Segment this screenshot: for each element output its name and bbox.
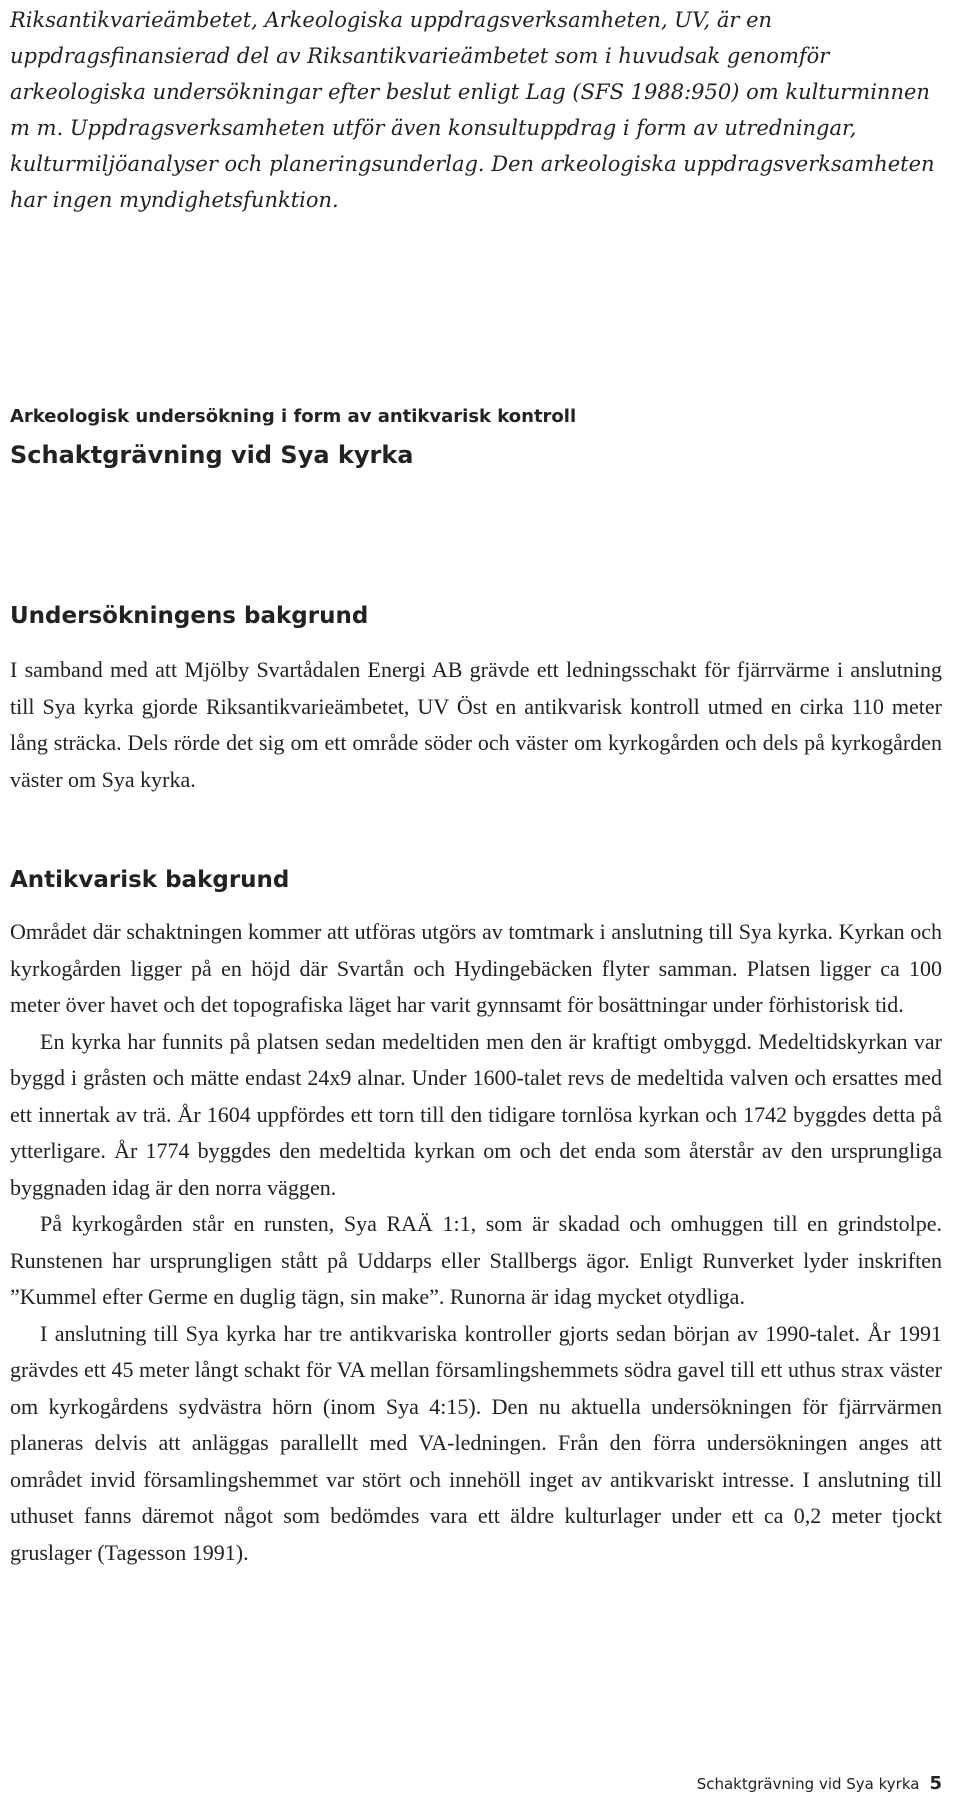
report-title: Schaktgrävning vid Sya kyrka [10, 441, 414, 469]
page-footer [697, 1773, 942, 1794]
antiquarian-paragraph-4: I anslutning till Sya kyrka har tre antikvariska kontroller gjorts sedan början av 1990-talet. År 1991 grävdes ett 45 meter långt schakt för VA mellan församlingshemmets södra gavel till ett uthus strax väster om kyrkogårdens sydvästra hörn (inom Sya 4:15). Den nu aktuella undersökningen för fjärrvärmen planeras delvis att anläggas parallellt med VA-ledningen. Från den förra undersökningen anges att området invid församlingshemmet var stört och innehöll inget av antikvariskt intresse. I anslutning till uthuset fanns däremot något som bedömdes vara ett äldre kulturlager under ett ca 0,2 meter tjockt gruslager (Tagesson 1991). [10, 1320, 942, 1565]
background-heading: Undersökningens bakgrund [10, 603, 369, 629]
antiquarian-paragraph-3: På kyrkogården står en runsten, Sya RAÄ 1:1, som är skadad och omhuggen till en grindstolpe. Runstenen har ursprungligen stått på Uddarps eller Stallbergs ägor. Enligt Runverket lyder inskriften ”Kummel efter Germe en duglig tägn, sin make”. Runorna är idag mycket otydliga. [10, 1211, 942, 1309]
antiquarian-paragraph-1: Området där schaktningen kommer att utföras utgörs av tomtmark i anslutning till Sya kyrka. Kyrkan och kyrkogården ligger på en höjd där Svartån och Hydingebäcken flyter samman. Platsen ligger ca 100 meter över havet och det topografiska läget har varit gynnsamt för bosättningar under förhistorisk tid. [10, 919, 942, 1017]
antiquarian-paragraph-2: En kyrka har funnits på platsen sedan medeltiden men den är kraftigt ombyggd. Medeltidskyrkan var byggd i gråsten och mätte endast 24x9 alnar. Under 1600-talet revs de medeltida valven och ersattes med ett innertak av trä. År 1604 uppfördes ett torn till den tidigare tornlösa kyrkan och 1742 byggdes detta på ytterligare. År 1774 byggdes den medeltida kyrkan om och det enda som återstår av den ursprungliga byggnaden idag är den norra väggen. [10, 1028, 942, 1200]
intro-paragraph: Riksantikvarieämbetet, Arkeologiska uppdragsverksamheten, UV, är en uppdragsfinansierad del av Riksantikvarieämbetet som i huvudsak genomför arkeologiska undersökningar efter beslut enligt Lag (SFS 1988:950) om kulturminnen m m. Uppdragsverksamheten utför även konsultuppdrag i form av utredningar, kulturmiljöanalyser och planeringsunderlag. Den arkeologiska uppdragsverksamheten har ingen myndighetsfunktion. [10, 8, 935, 212]
report-subtitle: Arkeologisk undersökning i form av antikvarisk kontroll [10, 406, 577, 427]
page-number: 5 [929, 1773, 942, 1794]
background-section [10, 652, 942, 798]
background-paragraph-1: I samband med att Mjölby Svartådalen Energi AB grävde ett ledningsschakt för fjärrvärme i anslutning till Sya kyrka gjorde Riksantikvarieämbetet, UV Öst en antikvarisk kontroll utmed en cirka 110 meter lång sträcka. Dels rörde det sig om ett område söder och väster om kyrkogården och dels på kyrkogården väster om Sya kyrka. [10, 657, 942, 792]
antiquarian-heading: Antikvarisk bakgrund [10, 867, 290, 893]
running-title: Schaktgrävning vid Sya kyrka [696, 1775, 920, 1793]
antiquarian-section [10, 914, 942, 1571]
